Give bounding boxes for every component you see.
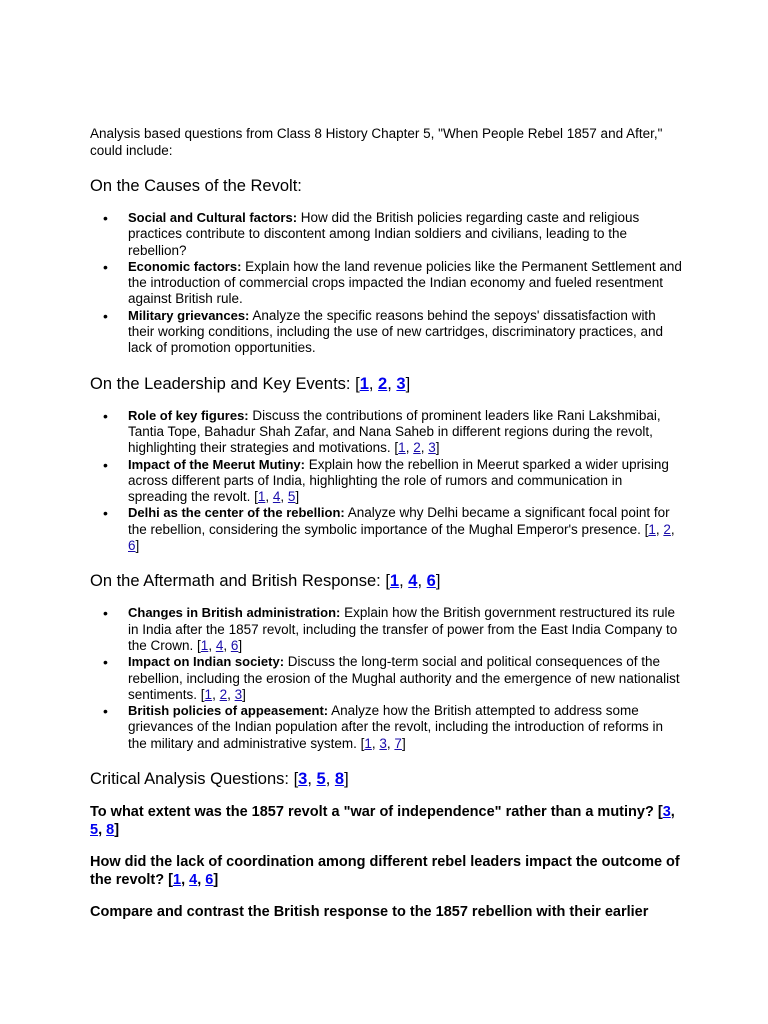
item-term: Changes in British administration: — [128, 605, 341, 621]
citation-link[interactable]: 2 — [413, 440, 421, 456]
item-term: Delhi as the center of the rebellion: — [128, 505, 345, 521]
bullet-list — [90, 210, 685, 357]
item-term: Economic factors: — [128, 258, 242, 274]
citation-link[interactable]: 2 — [663, 521, 671, 537]
citation-link[interactable]: 1 — [364, 735, 372, 751]
item-text: Analyze how the British attempted to address some grievances of the Indian population after the revolt, including the introduction of reforms in the military and administrative system. — [128, 703, 664, 751]
citation-link[interactable]: 6 — [426, 572, 436, 591]
bullet-icon: • — [103, 456, 108, 473]
citation-link[interactable]: 8 — [334, 770, 345, 789]
bullet-icon: • — [103, 654, 108, 671]
item-text: How did the British policies regarding caste and religious practices contribute to discontent among Indian soldiers and civilians, leading to the rebellion? — [128, 210, 640, 258]
bullet-icon: • — [103, 210, 108, 226]
item-text: Explain how the rebellion in Meerut sparked a wider uprising across different parts of India, highlighting the role of rumors and communication in spreading the revolt. — [128, 456, 669, 505]
item-term: Social and Cultural factors: — [128, 210, 298, 225]
item-text: Discuss the long-term social and political consequences of the rebellion, including the erosion of the Mughal authority and the emergence of new nationalist sentiments. — [128, 654, 680, 702]
citation-link[interactable]: 4 — [272, 489, 281, 505]
bullet-icon: • — [103, 605, 108, 622]
citation-link[interactable]: 3 — [298, 770, 308, 789]
list-item: • Changes in British administration: Explain how the British government restructured its rule in India after the 1857 revolt, including the transfer of power from the East India Company to the Crown. [1, 4, 6] — [103, 605, 678, 653]
sections-container — [90, 176, 685, 752]
citation-link[interactable]: 2 — [219, 686, 228, 702]
item-text: Explain how the land revenue policies like the Permanent Settlement and the introduction of commercial crops impacted the Indian economy and fueled resentment against British rule. — [128, 258, 682, 307]
critical-question — [90, 903, 685, 921]
intro-paragraph: Analysis based questions from Class 8 History Chapter 5, "When People Rebel 1857 and After," could include: — [90, 126, 663, 158]
critical-question: To what extent was the 1857 revolt a "war of independence" rather than a mutiny? [3, 5, 8] — [90, 804, 675, 839]
item-text: Analyze why Delhi became a significant focal point for the rebellion, considering the symbolic importance of the Mughal Emperor's presence. — [128, 505, 670, 537]
citation-link[interactable]: 1 — [257, 489, 266, 505]
citation-link[interactable]: 1 — [204, 686, 213, 702]
list-item — [90, 259, 685, 308]
bullet-icon: • — [103, 505, 108, 522]
bullet-icon: • — [103, 703, 108, 720]
citation-link[interactable]: 6 — [230, 637, 239, 653]
list-item: • Impact on Indian society: Discuss the long-term social and political consequences of the rebellion, including the erosion of the Mughal authority and the emergence of new nationalist sentiments. [1, 2, 3] — [103, 654, 680, 702]
bullet-list — [90, 408, 685, 555]
citation-link[interactable]: 1 — [359, 374, 369, 393]
citation-link[interactable]: 7 — [394, 735, 402, 751]
citation-link[interactable]: 2 — [378, 374, 388, 393]
list-item: • British policies of appeasement: Analyze how the British attempted to address some grievances of the Indian population after the revolt, including the introduction of reforms in the military and administrative system. [1, 3, 7] — [103, 703, 664, 751]
item-text: Discuss the contributions of prominent leaders like Rani Lakshmibai, Tantia Tope, Bahadur Shah Zafar, and Nana Saheb in different regions during the revolt, highlighting their strategies and motivations. — [128, 407, 661, 456]
citation-link[interactable]: 1 — [389, 572, 400, 591]
list-item — [90, 210, 685, 259]
citation-link[interactable]: 4 — [215, 637, 224, 653]
citation-link[interactable]: 1 — [648, 521, 656, 537]
list-item: • Role of key figures: Discuss the contributions of prominent leaders like Rani Lakshmibai, Tantia Tope, Bahadur Shah Zafar, and Nana Saheb in different regions during the revolt, highlighting their strategies and motivations. [1, 2, 3] — [103, 407, 661, 456]
critical-question: How did the lack of coordination among different rebel leaders impact the outcome of the revolt? [1, 4, 6] — [90, 854, 680, 889]
document-page — [90, 126, 685, 921]
citation-link[interactable]: 3 — [662, 804, 671, 821]
bullet-list — [90, 605, 685, 752]
citation-link[interactable]: 4 — [408, 572, 418, 591]
section-heading-text: On the Leadership and Key Events: — [90, 374, 356, 393]
section-heading — [90, 176, 685, 196]
list-item: • Delhi as the center of the rebellion: Analyze why Delhi became a significant focal point for the rebellion, considering the symbolic importance of the Mughal Emperor's presence. [1, 2, 6] — [103, 505, 675, 554]
citation-link[interactable]: 4 — [189, 872, 198, 889]
item-text: Explain how the British government restructured its rule in India after the 1857 revolt, including the transfer of power from the East India Company to the Crown. — [128, 605, 678, 653]
citation-link[interactable]: 6 — [205, 872, 214, 889]
section-heading-text: On the Aftermath and British Response: — [90, 572, 386, 591]
section-heading: Critical Analysis Questions: [3, 5, 8] — [90, 770, 349, 789]
citation-link[interactable]: 5 — [287, 489, 296, 505]
citation-link[interactable]: 5 — [90, 822, 99, 839]
list-item: • Impact of the Meerut Mutiny: Explain how the rebellion in Meerut sparked a wider uprising across different parts of India, highlighting the role of rumors and communication in spreading the revolt. [1, 4, 5] — [103, 456, 669, 505]
citation-link[interactable]: 1 — [173, 872, 182, 889]
section-heading: On the Aftermath and British Response: [1, 4, 6] — [90, 572, 441, 591]
item-term: Role of key figures: — [128, 407, 249, 423]
citation-link[interactable]: 3 — [379, 735, 387, 751]
citation-link[interactable]: 6 — [128, 538, 136, 554]
item-term: Impact on Indian society: — [128, 654, 285, 670]
citation-link[interactable]: 1 — [398, 440, 406, 456]
item-term: Military grievances: — [128, 307, 250, 323]
citation-link[interactable]: 3 — [396, 374, 406, 393]
question-text: How did the lack of coordination among different rebel leaders impact the outcome of the revolt? — [90, 854, 680, 889]
bullet-icon: • — [103, 258, 108, 275]
question-text: Compare and contrast the British response to the 1857 rebellion with their earlier — [90, 904, 649, 921]
citation-link[interactable]: 5 — [316, 770, 326, 789]
question-text: To what extent was the 1857 revolt a "war of independence" rather than a mutiny? — [90, 804, 658, 821]
critical-analysis-section — [90, 769, 685, 921]
citation-link[interactable]: 1 — [200, 637, 209, 653]
item-term: Impact of the Meerut Mutiny: — [128, 456, 305, 472]
section-heading: On the Leadership and Key Events: [1, 2, 3] — [90, 374, 411, 393]
citation-link[interactable]: 3 — [428, 440, 436, 456]
bullet-icon: • — [103, 407, 108, 424]
item-text: Analyze the specific reasons behind the sepoys' dissatisfaction with their working conditions, including the use of new cartridges, discriminatory practices, and lack of promotion opportunities. — [128, 307, 664, 356]
citation-link[interactable]: 8 — [106, 822, 115, 839]
citation-link[interactable]: 3 — [234, 686, 243, 702]
list-item — [90, 308, 685, 357]
section-heading-text: On the Causes of the Revolt: — [90, 177, 302, 195]
item-term: British policies of appeasement: — [128, 703, 329, 719]
section-heading-text: Critical Analysis Questions: — [90, 770, 294, 789]
bullet-icon: • — [103, 307, 108, 324]
